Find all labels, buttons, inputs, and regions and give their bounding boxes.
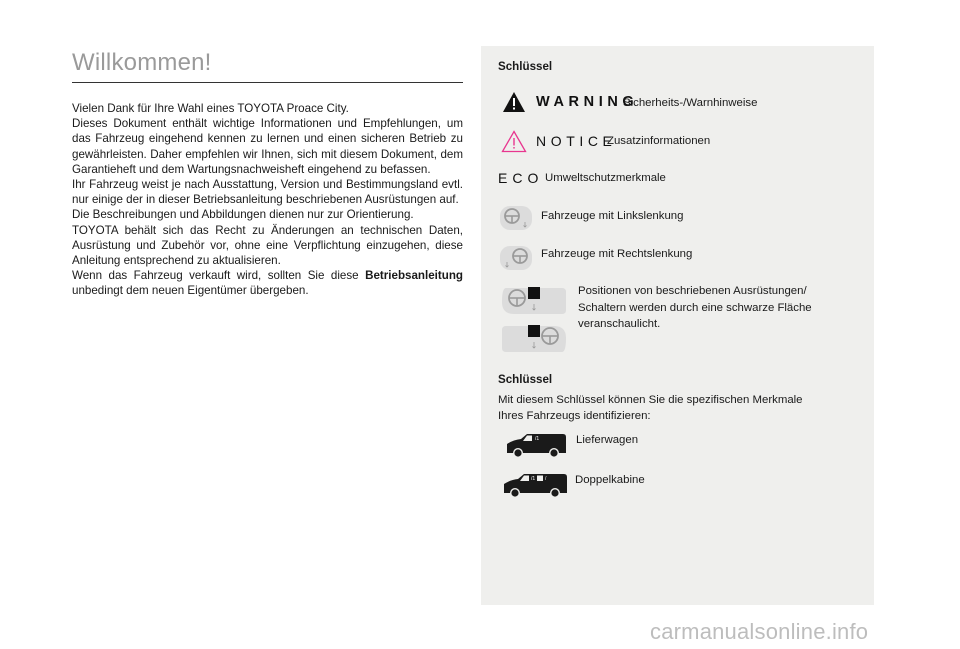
left-hand-drive-icon	[500, 204, 532, 230]
dashboard-rhd-position-icon	[500, 322, 568, 356]
dashboard-lhd-position-icon	[500, 284, 568, 316]
van-icon	[505, 432, 567, 460]
notice-triangle-icon	[501, 130, 527, 153]
lhd-description: Fahrzeuge mit Linkslenkung	[541, 210, 684, 222]
page-title: Willkommen!	[72, 49, 212, 76]
positions-description: Positionen von beschriebenen Ausrüstungen/ Schaltern werden durch eine schwarze Fläche veranschaulicht.	[578, 285, 812, 330]
warning-triangle-icon	[502, 91, 526, 113]
key2-intro: Mit diesem Schlüssel können Sie die spezifischen Merkmale Ihres Fahrzeugs identifizieren:	[498, 394, 803, 422]
notice-description: Zusatzinformationen	[607, 135, 711, 147]
eco-description: Umweltschutzmerkmale	[545, 172, 666, 184]
intro-bold-term: Betriebsanleitung	[365, 269, 463, 283]
van-label: Lieferwagen	[576, 434, 639, 446]
intro-paragraph-last	[72, 268, 463, 298]
intro-text-part: Wenn das Fahrzeug verkauft wird, sollten Sie diese	[72, 269, 366, 283]
watermark: carmanualsonline.info	[650, 619, 869, 644]
eco-label: ECO	[498, 170, 544, 186]
svg-text:/: /	[545, 476, 547, 482]
svg-text:/1: /1	[531, 476, 536, 482]
intro-text	[72, 101, 463, 299]
intro-paragraph: Vielen Dank für Ihre Wahl eines TOYOTA Proace City.	[72, 102, 349, 115]
intro-paragraph: Ihr Fahrzeug weist je nach Ausstattung, Version und Bestimmungsland evtl. nur einige der in dieser Betriebsanleitung beschriebenen Ausrüstungen auf.	[72, 178, 463, 207]
intro-text-part: unbedingt dem neuen Eigentümer übergeben.	[72, 284, 309, 298]
intro-paragraph: Dieses Dokument enthält wichtige Informationen und Empfehlungen, um das Fahrzeug eingehend kennen zu lernen und einen sicheren Betrieb zu gewährleisten. Daher empfehlen wir Ihnen, sich mit diesem Dokument, dem Garantieheft und dem Wartungsnachweisheft eingehend zu befassen.	[72, 117, 463, 176]
rhd-description: Fahrzeuge mit Rechtslenkung	[541, 248, 693, 260]
key-heading: Schlüssel	[498, 60, 553, 73]
notice-label: NOTICE	[536, 133, 617, 149]
right-hand-drive-icon	[500, 244, 532, 272]
key2-heading: Schlüssel	[498, 373, 553, 386]
double-cab-label: Doppelkabine	[575, 474, 645, 486]
intro-paragraph: Die Beschreibungen und Abbildungen dienen nur zur Orientierung.	[72, 208, 414, 222]
title-divider	[72, 82, 463, 83]
intro-paragraph: TOYOTA behält sich das Recht zu Änderungen an technischen Daten, Ausrüstung und Zubehör vor, ohne eine Verpflichtung einzugehen, diese Anleitung entsprechend zu aktualisieren.	[72, 223, 463, 268]
warning-description: Sicherheits-/Warnhinweise	[623, 97, 758, 109]
double-cab-icon	[502, 472, 568, 500]
svg-text:/1: /1	[535, 436, 540, 442]
warning-label: WARNING	[536, 94, 639, 110]
